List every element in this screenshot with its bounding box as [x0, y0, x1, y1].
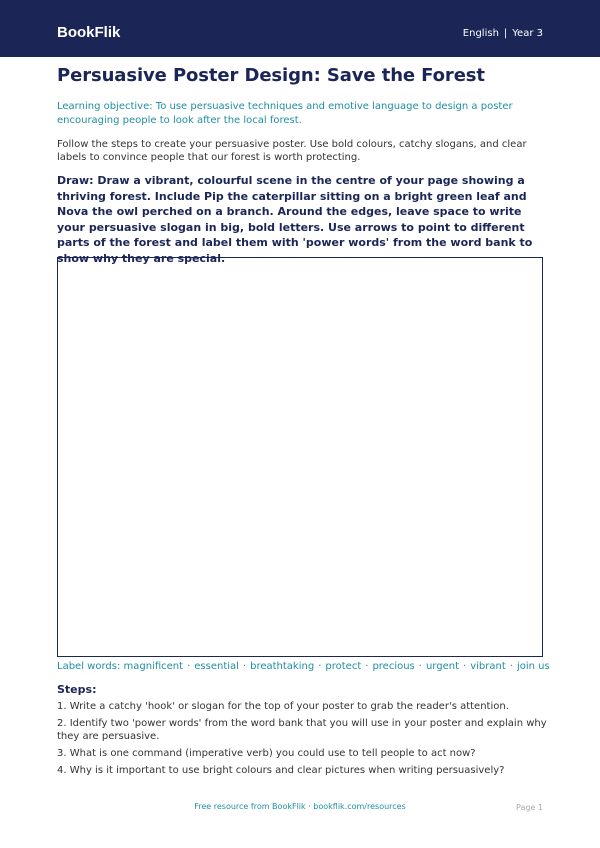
intro-text: Follow the steps to create your persuasive poster. Use bold colours, catchy slogans, and clear labels to convince people that our forest is worth protecting.: [57, 139, 527, 163]
year-label: Year 3: [512, 28, 543, 39]
header-bar: [0, 0, 600, 57]
word-bank-word: urgent: [425, 661, 460, 672]
word-bank-word: essential: [194, 661, 239, 672]
learning-objective: Learning objective: To use persuasive techniques and emotive language to design a poster encouraging people to look after the local forest.: [57, 101, 513, 126]
steps-heading: Steps:: [57, 683, 97, 696]
word-bank-label: Label words:: [57, 661, 121, 672]
step-item: 3. What is one command (imperative verb) you could use to tell people to act now?: [57, 748, 476, 759]
page-number: Page 1: [516, 803, 543, 812]
meta-separator: |: [503, 28, 508, 39]
draw-instruction: Draw: Draw a vibrant, colourful scene in the centre of your page showing a thriving forest. Include Pip the caterpillar sitting on a bright green leaf and Nova the owl perched on a branch. Around the edges, leave space to write your persuasive slogan in big, bold letters. Use arrows to point to different parts of the forest and label them with 'power words' from the word bank to show why they are special.: [57, 174, 533, 265]
subject-year: [463, 28, 543, 39]
word-bank-word: join us: [516, 661, 550, 672]
brand-logo-text: BookFlik: [57, 24, 121, 41]
step-item: 2. Identify two 'power words' from the word bank that you will use in your poster and explain why they are persuasive.: [57, 718, 547, 742]
page-title: Persuasive Poster Design: Save the Forest: [57, 65, 485, 86]
word-bank-word: protect: [325, 661, 362, 672]
subject-label: English: [462, 28, 499, 39]
word-bank-word: breathtaking: [250, 661, 315, 672]
word-bank: Label words: magnificent · essential · breathtaking · protect · precious · urgent · vibrant · join us: [57, 661, 550, 672]
word-bank-word: precious: [372, 661, 415, 672]
steps-list: [57, 700, 547, 781]
step-item: 1. Write a catchy 'hook' or slogan for the top of your poster to grab the reader's attention.: [57, 701, 509, 712]
word-bank-word: vibrant: [470, 661, 506, 672]
step-item: 4. Why is it important to use bright colours and clear pictures when writing persuasively?: [57, 765, 505, 776]
drawing-area[interactable]: [57, 257, 543, 657]
word-bank-word: magnificent: [123, 661, 184, 672]
footer-credit: Free resource from BookFlik · bookflik.com/resources: [194, 802, 406, 811]
